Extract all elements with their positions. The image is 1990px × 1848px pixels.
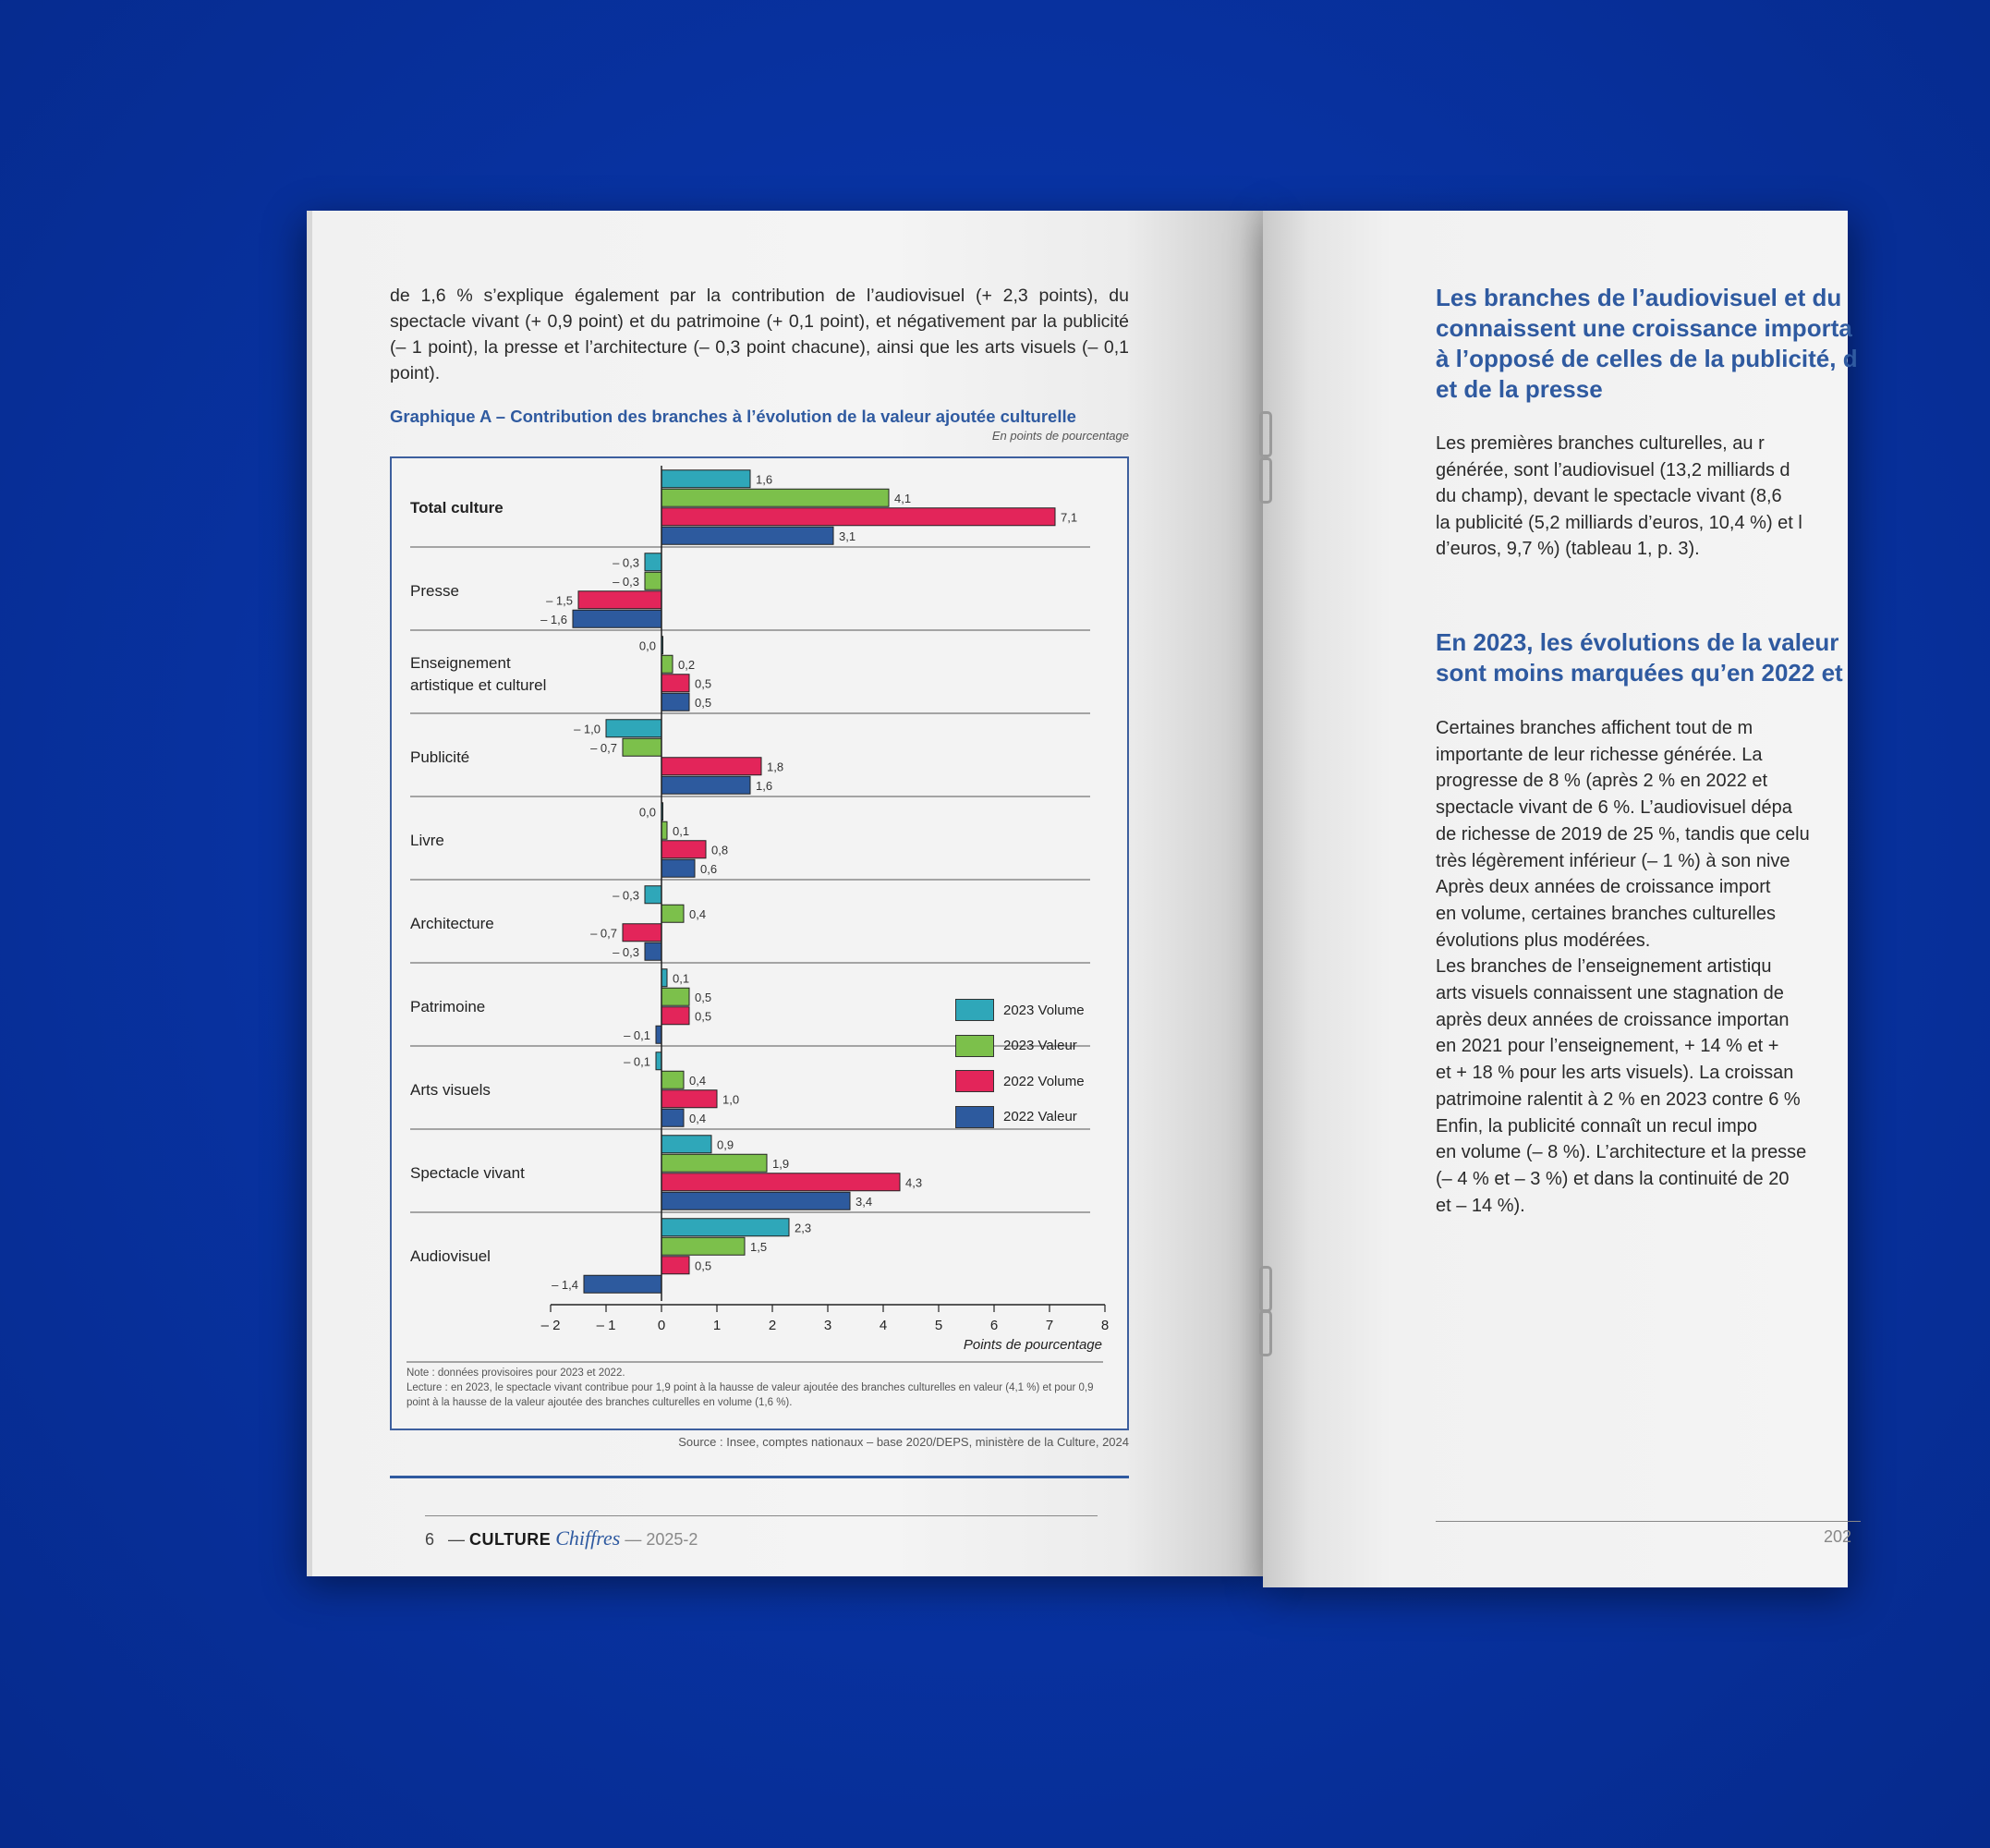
category-label: Arts visuels: [410, 1081, 491, 1099]
bar: [661, 655, 673, 673]
bar: [661, 1154, 767, 1172]
data-label: 0,4: [689, 1111, 707, 1125]
x-tick-label: 1: [712, 1318, 722, 1333]
legend-swatch-2022-volume: [955, 1070, 994, 1092]
note-text: Note : données provisoires pour 2023 et 2022.: [406, 1368, 625, 1379]
data-label: – 0,1: [624, 1027, 650, 1042]
data-label: 0,4: [689, 906, 707, 921]
category-label: Audiovisuel: [410, 1247, 491, 1265]
x-tick-label: 8: [1100, 1318, 1110, 1333]
category-label: Patrimoine: [410, 998, 486, 1015]
x-tick-label: 4: [879, 1318, 888, 1333]
footer-dash: —: [448, 1530, 466, 1549]
chart-title: Graphique A – Contribution des branches à l’évolution de la valeur ajoutée culturelle: [390, 407, 1076, 426]
bar: [661, 1090, 717, 1108]
section-heading: En 2023, les évolutions de la valeur sont moins marquées qu’en 2022 et: [1436, 628, 1843, 687]
x-tick-label: 3: [823, 1318, 832, 1333]
bar: [656, 1026, 661, 1043]
bar: [661, 821, 667, 839]
data-label: – 0,3: [613, 574, 639, 589]
chart-unit: En points de pourcentage: [991, 429, 1129, 443]
bar: [661, 776, 750, 794]
data-label: – 1,5: [546, 593, 573, 608]
bar: [578, 591, 661, 609]
bar: [645, 572, 661, 590]
binding-ring: [1259, 457, 1272, 504]
section-paragraph: Certaines branches affichent tout de m importante de leur richesse générée. La progresse de 8 % (après 2 % en 2022 et spectacle vivant de 6 %. L’audiovisuel dépa de richesse de 2019 de 25 %, tandis que celu très légèrement inférieur (– 1 %) à son nive Après deux années de croissance import en volume, certaines branches culturelles évolutions plus modérées. Les branches de l’enseignement artistiqu arts visuels connaissent une stagnation de après deux années de croissance importan en 2021 pour l’enseignement, + 14 % et + et + 18 % pour les arts visuels). La croissan patrimoine ralentit à 2 % en 2023 contre 6 % Enfin, la publicité connaît un recul impo en volume (– 8 %). L’architecture et la presse (– 4 % et – 3 %) et dans la continuité de 20 et – 14 %).: [1436, 718, 1810, 1216]
data-label: 7,1: [1061, 510, 1078, 525]
data-label: – 0,3: [613, 888, 639, 903]
data-label: 1,0: [722, 1092, 740, 1107]
bar: [645, 553, 661, 571]
bar: [661, 988, 689, 1005]
brand-italic: Chiffres: [555, 1526, 621, 1550]
category-label: Enseignement: [410, 654, 511, 672]
bar-chart: [392, 458, 1127, 1429]
x-tick-label: 0: [657, 1318, 666, 1333]
bar: [623, 738, 661, 756]
legend-swatch-2023-volume: [955, 999, 994, 1021]
legend-label: 2023 Valeur: [1003, 1038, 1077, 1054]
legend-label: 2022 Valeur: [1003, 1109, 1077, 1125]
bar: [661, 675, 689, 692]
data-label: 1,8: [767, 760, 784, 774]
x-tick-label: 2: [768, 1318, 777, 1333]
bar: [661, 841, 706, 858]
right-page: [1263, 211, 1858, 1587]
data-label: 1,9: [772, 1156, 790, 1171]
data-label: 0,1: [673, 823, 690, 838]
legend-item: [955, 1100, 1085, 1136]
legend-item: [955, 1028, 1085, 1064]
data-label: 1,6: [756, 778, 773, 793]
bar: [584, 1275, 661, 1293]
reading-text: Lecture : en 2023, le spectacle vivant contribue pour 1,9 point à la hausse de valeur ajoutée des branches culturelles en valeur (4,1 %) et pour 0,9 point à la hausse de la valeur ajoutée des branches culturelles en volume (1,6 %).: [406, 1382, 1094, 1408]
data-label: 0,8: [711, 843, 729, 857]
bar: [661, 1173, 900, 1191]
binding-ring: [1259, 1310, 1272, 1356]
data-label: – 0,7: [590, 740, 617, 755]
brand-name: CULTURE: [469, 1530, 552, 1549]
data-label: 0,5: [695, 990, 712, 1004]
bar: [661, 527, 833, 544]
x-tick-label: – 1: [596, 1318, 616, 1333]
legend-swatch-2023-valeur: [955, 1035, 994, 1057]
page-footer: 202: [1824, 1527, 1852, 1546]
bar: [623, 924, 661, 942]
data-label: 3,4: [855, 1194, 873, 1209]
data-label: – 1,0: [574, 722, 601, 736]
page-number: 6: [425, 1530, 435, 1549]
data-label: 0,5: [695, 676, 712, 691]
category-label: Total culture: [410, 499, 504, 517]
chart-source: Source : Insee, comptes nationaux – base 2020/DEPS, ministère de la Culture, 2024: [678, 1435, 1129, 1449]
data-label: 4,1: [894, 491, 912, 505]
legend-label: 2023 Volume: [1003, 1002, 1085, 1018]
bar: [661, 470, 750, 488]
data-label: 0,0: [638, 805, 656, 820]
category-label: Architecture: [410, 915, 494, 932]
x-tick-label: – 2: [540, 1318, 561, 1333]
section-heading: Les branches de l’audiovisuel et du connaissent une croissance importa à l’opposé de celles de la publicité, d et de la presse: [1436, 284, 1858, 403]
bar: [661, 489, 889, 506]
category-label: artistique et culturel: [410, 676, 547, 694]
chart-note: [406, 1366, 1109, 1410]
legend-swatch-2022-valeur: [955, 1106, 994, 1128]
data-label: 0,6: [700, 861, 718, 876]
data-label: – 0,7: [590, 926, 617, 941]
data-label: 0,5: [695, 1258, 712, 1273]
x-axis-label: Points de pourcentage: [963, 1337, 1102, 1353]
bar: [645, 886, 661, 904]
bar: [661, 1257, 689, 1274]
bar: [661, 508, 1055, 526]
bar: [606, 720, 661, 737]
divider: [390, 1476, 1129, 1478]
bar: [661, 859, 695, 877]
data-label: 0,5: [695, 695, 712, 710]
data-label: 0,4: [689, 1073, 707, 1088]
category-label: Livre: [410, 832, 444, 849]
data-label: – 1,4: [552, 1277, 578, 1292]
data-label: 0,9: [717, 1137, 734, 1152]
data-label: 0,5: [695, 1009, 712, 1024]
bar: [661, 1109, 684, 1126]
x-tick-label: 7: [1045, 1318, 1054, 1333]
intro-paragraph: de 1,6 % s’explique également par la contribution de l’audiovisuel (+ 2,3 points), du spectacle vivant (+ 0,9 point) et du patrimoine (+ 0,1 point), et négativement par la publicité (– 1 point), la presse et l’architecture (– 0,3 point chacune), ainsi que les arts visuels (– 0,1 point).: [390, 286, 1129, 383]
chart-frame: [390, 456, 1129, 1430]
bar: [661, 905, 684, 922]
data-label: 1,5: [750, 1239, 768, 1254]
bar: [661, 1192, 850, 1210]
data-label: – 0,1: [624, 1054, 650, 1069]
data-label: 2,3: [795, 1221, 812, 1235]
legend-label: 2022 Volume: [1003, 1073, 1085, 1089]
bar: [661, 693, 689, 711]
data-label: 3,1: [839, 529, 856, 543]
bar: [645, 942, 661, 960]
category-label: Presse: [410, 582, 459, 600]
category-label: Publicité: [410, 748, 470, 766]
x-tick-label: 5: [934, 1318, 943, 1333]
divider: [1436, 1521, 1861, 1522]
bar: [661, 1071, 684, 1088]
divider: [425, 1515, 1098, 1516]
binding-ring: [1259, 411, 1272, 457]
bar: [661, 1237, 745, 1255]
chart-legend: [955, 992, 1085, 1135]
data-label: – 1,6: [540, 612, 567, 626]
binding-ring: [1259, 1266, 1272, 1312]
x-tick-label: 6: [989, 1318, 999, 1333]
legend-item: [955, 992, 1085, 1028]
bar: [656, 1052, 661, 1070]
data-label: 0,2: [678, 657, 696, 672]
data-label: 1,6: [756, 472, 773, 487]
bar: [661, 758, 761, 775]
data-label: 0,1: [673, 971, 690, 986]
bar: [661, 969, 667, 987]
page-footer: [425, 1526, 698, 1550]
category-label: Spectacle vivant: [410, 1164, 525, 1182]
legend-item: [955, 1064, 1085, 1100]
bar: [661, 1007, 689, 1025]
bar: [573, 610, 661, 627]
left-page: [307, 211, 1268, 1576]
section-paragraph: Les premières branches culturelles, au r générée, sont l’audiovisuel (13,2 milliards d du champ), devant le spectacle vivant (8,6 la publicité (5,2 milliards d’euros, 10,4 %) et l d’euros, 9,7 %) (tableau 1, p. 3).: [1436, 433, 1802, 559]
data-label: – 0,3: [613, 555, 639, 570]
issue-number: — 2025-2: [625, 1530, 698, 1549]
bar: [661, 1136, 711, 1153]
bar: [661, 1219, 789, 1236]
data-label: 0,0: [638, 638, 656, 653]
data-label: 4,3: [905, 1175, 923, 1190]
data-label: – 0,3: [613, 944, 639, 959]
